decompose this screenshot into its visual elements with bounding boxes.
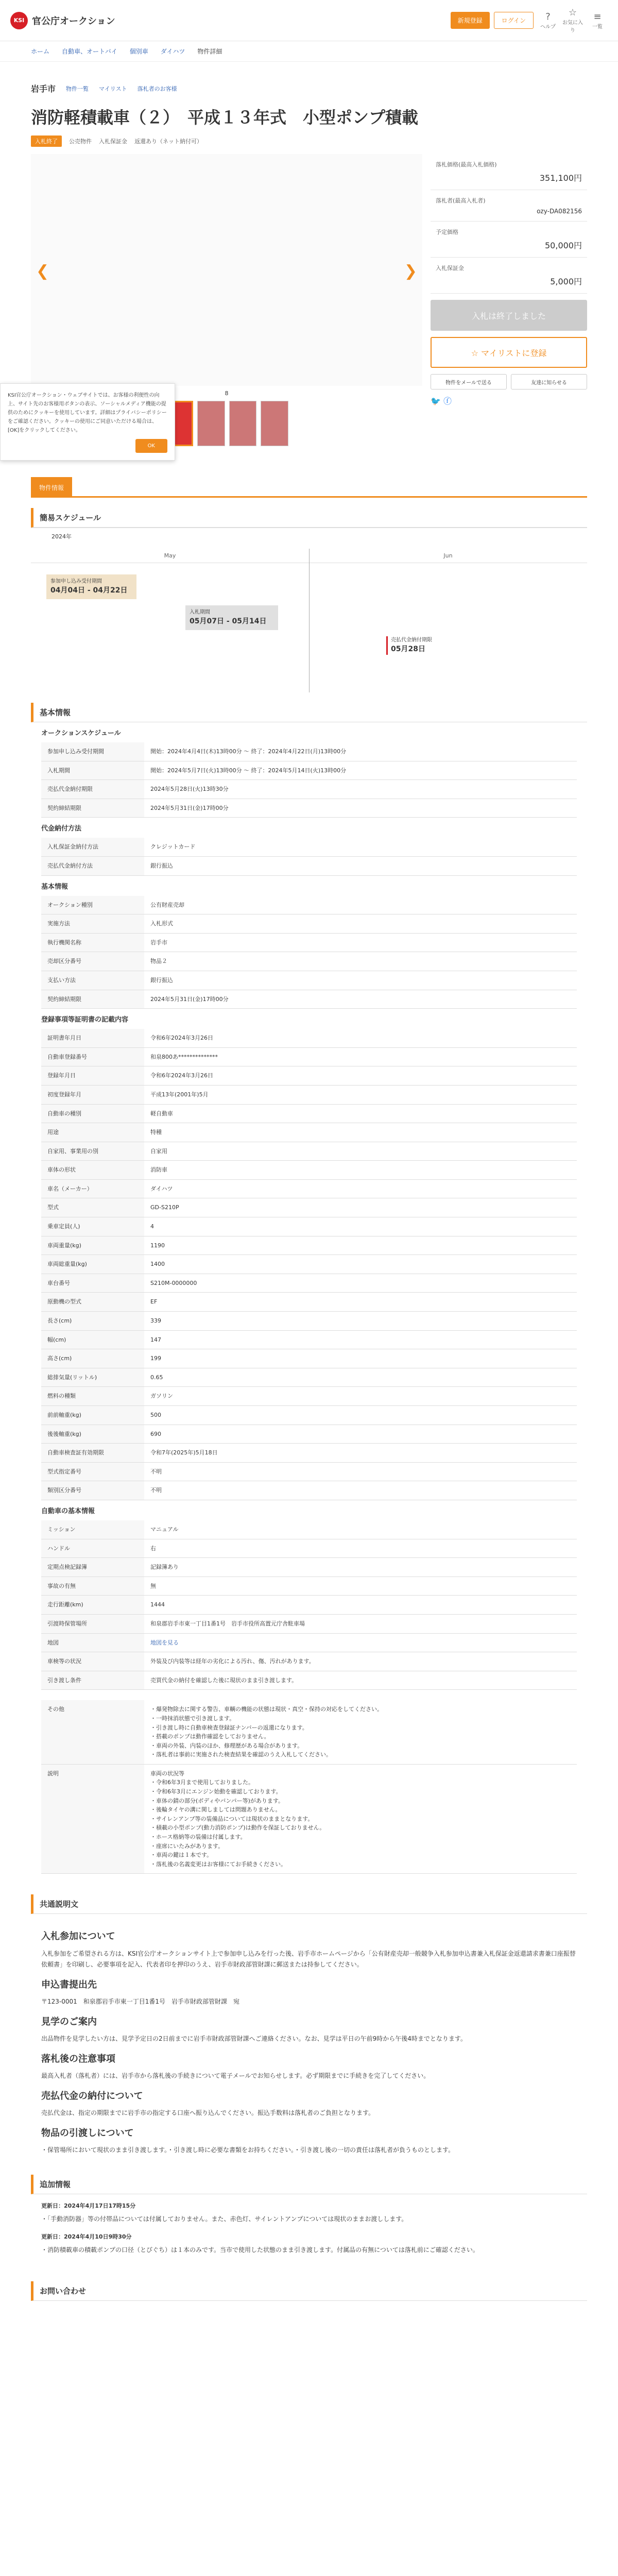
row-value: ガソリン [150, 1393, 173, 1400]
thumbnail[interactable] [261, 401, 288, 446]
table-row [41, 1048, 577, 1067]
group-title: 代金納付方法 [41, 825, 82, 833]
row-label: 車両重量(kg) [41, 1236, 144, 1255]
row-value: 和泉800あ************** [150, 1053, 218, 1060]
table-row [41, 1615, 577, 1634]
login-button[interactable]: ログイン [494, 12, 534, 29]
table-row [41, 1463, 577, 1482]
row-value: 無 [150, 1582, 156, 1589]
row-label: ミッション [41, 1520, 144, 1539]
note-line: ・令和6年3月まで使用しておりました。 [150, 1779, 254, 1786]
row-label: 引き渡し条件 [41, 1671, 144, 1690]
row-value: 不明 [150, 1468, 162, 1475]
schedule-bar-bidding: 入札期間 05月07日 - 05月14日 [185, 605, 278, 630]
row-label: 車両総重量(kg) [41, 1255, 144, 1274]
row-label: 燃料の種類 [41, 1387, 144, 1405]
row-label: 入札保証金納付方法 [41, 838, 144, 856]
note-line: ・ホース格納等の装備は付属します。 [150, 1834, 246, 1841]
row-value: 690 [150, 1430, 161, 1437]
row-label: 実施方法 [41, 914, 144, 933]
row-label: 契約締結期限 [41, 990, 144, 1009]
table-row [41, 971, 577, 990]
row-label: 自動車検査証有効期限 [41, 1444, 144, 1462]
row-label: オークション種別 [41, 896, 144, 914]
row-value: 令和6年2024年3月26日 [150, 1072, 213, 1079]
common-text: ・保管場所において現状のまま引き渡します。・引き渡し時に必要な書類をお持ちください。・引き渡し後の一切の責任は落札者が負うものとします。 [41, 2146, 455, 2154]
basic-info-title: 基本情報 [31, 703, 587, 722]
nav-subcategory[interactable]: 個別車 [129, 48, 148, 55]
star-icon: ☆ [568, 7, 577, 18]
table-row [41, 1217, 577, 1236]
status-badge: 入札終了 [31, 135, 62, 147]
row-label: 高さ(cm) [41, 1349, 144, 1368]
row-value: 500 [150, 1412, 161, 1418]
row-label: 幅(cm) [41, 1331, 144, 1349]
row-value: ダイハツ [150, 1185, 173, 1192]
table-row [41, 799, 577, 818]
table-row [41, 1312, 577, 1331]
tag-refund: 返還あり（ネット納付可） [134, 138, 202, 145]
common-text: 出品物件を見学したい方は、見学予定日の2日前までに岩手市財政部管財課へご連絡ください。なお、見学は平日の午前9時から午後4時までとなります。 [41, 2035, 467, 2043]
note-line: ・落札者は事前に実施された検査結果を確認のうえ入札してください。 [150, 1751, 332, 1758]
table-row [41, 1066, 577, 1086]
row-label: 初度登録年月 [41, 1086, 144, 1104]
schedule-bar-application: 参加申し込み受付期間 04月04日 - 04月22日 [46, 574, 136, 599]
org-name[interactable]: 岩手市 [31, 84, 56, 94]
table-row [41, 1029, 577, 1048]
row-label: 支払い方法 [41, 971, 144, 990]
table-row [41, 1161, 577, 1180]
common-heading: 売払代金の納付について [41, 2090, 143, 2102]
row-label: 原動機の型式 [41, 1293, 144, 1311]
row-value: 物品２ [150, 958, 167, 965]
common-heading: 入札参加について [41, 1931, 115, 1942]
table-row [41, 990, 577, 1009]
row-value: 特種 [150, 1129, 162, 1136]
group-title: 登録事項等証明書の記載内容 [41, 1016, 129, 1024]
note-line: ・爆発物除去に関する警告、車輌の機能の状態は現状・真空・保持の対応をしてください。 [150, 1706, 383, 1713]
row-value: 2024年5月31日(金)17時00分 [150, 804, 229, 811]
row-label: 前前軸重(kg) [41, 1406, 144, 1425]
table-row [41, 780, 577, 799]
row-value: 147 [150, 1336, 161, 1343]
table-row [41, 1274, 577, 1293]
row-value: 開始：2024年5月7日(火)13時00分 ～ 終了：2024年5月14日(火)13時00分 [150, 767, 347, 774]
next-image-icon[interactable]: ❯ [404, 262, 417, 280]
planned-price-row: 予定価格 50,000円 [431, 222, 587, 258]
row-label: 車名（メーカー） [41, 1180, 144, 1198]
row-label: 事故の有無 [41, 1577, 144, 1596]
row-value: 令和6年2024年3月26日 [150, 1035, 213, 1042]
bid-closed-button[interactable]: 入札は終了しました [431, 300, 587, 331]
table-row [41, 857, 577, 876]
table-row [41, 1142, 577, 1161]
nav-maker[interactable]: ダイハツ [160, 48, 185, 55]
table-row [41, 1539, 577, 1558]
note-line: ・後輪タイヤの溝に関しましては問題ありません。 [150, 1806, 281, 1814]
common-text: 入札参加をご希望される方は、KSI官公庁オークションサイト上で参加申し込みを行った後、岩手市ホームページから「公有財産売却一般競争入札参加申込書兼入札保証金返還請求書兼口座振替依頼書」を印刷し、必要事項を記入、代表者印を押印のうえ、岩手市財政部管財課に郵送または持参してください。 [41, 1950, 576, 1969]
contact-section [31, 2281, 587, 2301]
note-line: ・車両の外装、内装のほか、修理歴がある場合があります。 [150, 1742, 303, 1749]
facebook-icon[interactable]: ⓕ [443, 396, 452, 406]
row-value: 1190 [150, 1242, 165, 1249]
row-value: 自家用 [150, 1147, 167, 1155]
table-row [41, 1293, 577, 1312]
gallery-page-number: 8 [225, 390, 229, 397]
winner-row: 落札者(最高入札者) ozy-DA082156 [431, 190, 587, 222]
table-row [41, 1349, 577, 1368]
row-value: 外装及び内装等は経年の劣化による汚れ、傷、汚れがあります。 [150, 1658, 315, 1665]
note-line: ・車体の錆の部分(ボディやバンパー等)があります。 [150, 1797, 284, 1804]
group-title: 基本情報 [41, 883, 68, 891]
update-date: 更新日：2024年4月10日9時30分 [41, 2233, 132, 2241]
row-value: 和泉郡岩手市東一丁目1番1号 岩手市役所高置元庁舎駐車場 [150, 1620, 305, 1627]
table-row [41, 1086, 577, 1105]
breadcrumb-nav [0, 41, 618, 62]
table-row [41, 1425, 577, 1444]
nav-home[interactable]: ホーム [31, 48, 50, 55]
additional-title: 追加情報 [31, 2175, 587, 2194]
cookie-banner: KSI官公庁オークション・ウェブサイトでは、お客様の利便性の向上、サイト先のお客様用ボタンの表示、ソーシャルメディア機能の提供のためにクッキーを使用しています。詳細はプライバシーポリシーをご確認ください。クッキーの使用にご同意いただける場合は、[OK]をクリックしてください。 OK [0, 383, 175, 461]
row-value: EF [150, 1298, 158, 1306]
signup-button[interactable]: 新規登録 [451, 12, 490, 29]
table-row [41, 952, 577, 971]
common-heading: 見学のご案内 [41, 2016, 97, 2027]
contact-title: お問い合わせ [31, 2281, 587, 2301]
question-icon: ? [545, 11, 551, 22]
link-mylist[interactable]: マイリスト [99, 85, 127, 92]
row-value: 開始：2024年4月4日(木)13時00分 ～ 終了：2024年4月22日(月)13時00分 [150, 748, 347, 755]
table-row [41, 1105, 577, 1124]
note-line: 車両の状況等 [150, 1770, 184, 1777]
row-value: 2024年5月28日(火)13時30分 [150, 786, 229, 793]
deposit-row: 入札保証金 5,000円 [431, 258, 587, 294]
common-text: 売払代金は、指定の期限までに岩手市の指定する口座へ振り込んでください。振込手数料は落札者のご負担となります。 [41, 2109, 375, 2117]
logo-icon: KSI [10, 12, 28, 29]
table-row [41, 838, 577, 857]
row-value: 0.65 [150, 1374, 163, 1381]
row-value: 1400 [150, 1261, 165, 1268]
cookie-ok-button[interactable]: OK [135, 439, 167, 453]
row-label: 長さ(cm) [41, 1312, 144, 1330]
row-value: 339 [150, 1317, 161, 1325]
row-label: ハンドル [41, 1539, 144, 1558]
row-label: 自動車登録番号 [41, 1048, 144, 1066]
row-label: 引渡時保管場所 [41, 1615, 144, 1633]
table-row [41, 1558, 577, 1577]
add-mylist-button[interactable]: ☆ マイリストに登録 [431, 337, 587, 368]
tab-item-info[interactable]: 物件情報 [31, 477, 72, 498]
table-row [41, 1444, 577, 1463]
note-line: ・落札後の名義変更はお客様にてお手続きください。 [150, 1860, 286, 1868]
row-label: 地図 [41, 1634, 144, 1652]
group-title: オークションスケジュール [41, 730, 121, 737]
row-value: GD-S210P [150, 1204, 179, 1211]
tag-public-sale: 公売物件 [69, 138, 92, 145]
main-image [31, 154, 422, 386]
table-row [41, 1198, 577, 1217]
note-line: ・車両の鍵は１本です。 [150, 1852, 213, 1859]
tag-deposit: 入札保証金 [99, 138, 127, 145]
table-row [41, 896, 577, 915]
row-value: 消防車 [150, 1166, 167, 1174]
row-value: 平成13年(2001年)5月 [150, 1091, 209, 1098]
row-value: 記録簿あり [150, 1564, 179, 1571]
schedule-pin-payment: 売払代金納付期限 05月28日 [386, 636, 432, 655]
group-title: 自動車の基本情報 [41, 1507, 95, 1515]
row-label: 型式指定番号 [41, 1463, 144, 1481]
note-line: ・積載の小型ポンプ(動力消防ポンプ)は動作を保証しておりません。 [150, 1824, 325, 1832]
common-text: 最高入札者（落札者）には、岩手市から落札後の手続きについて電子メールでお知らせします。必ず期限までに手続きを完了してください。 [41, 2072, 430, 2080]
table-row [41, 914, 577, 934]
row-label: 参加申し込み受付期間 [41, 742, 144, 761]
row-value: マニュアル [150, 1526, 179, 1533]
org-bar [0, 62, 618, 99]
table-row [41, 1481, 577, 1500]
row-label: 定期点検記録簿 [41, 1558, 144, 1577]
table-row [41, 1634, 577, 1653]
other-notes [144, 1700, 577, 1764]
price-panel [431, 154, 587, 446]
tab-bar [31, 477, 587, 498]
row-label: 契約締結期限 [41, 799, 144, 818]
favorites-link[interactable]: ☆ お気に入り [562, 7, 583, 33]
row-label: 自家用、事業用の別 [41, 1142, 144, 1161]
social-icons [431, 389, 587, 412]
row-value: 令和7年(2025年)5月18日 [150, 1449, 218, 1456]
table-row: 説明 車両の状況等 ・令和6年3月まで使用しておりました。 ・令和6年3月にエンジン始動を確認しております。 ・車体の錆の部分(ボディやバンパー等)があります。 ・後輪タイヤの溝に関しましては問題ありません。 ・サイレンアンプ等の装備品については現状のままとなります。 ・積載の小型ポンプ(動力消防ポンプ)は動作を保証しておりません。 ・ホース格納等の装備は付属します。 ・座席にいたみがあります。 ・車両の鍵は１本です。 ・落札後の名義変更はお客様にてお手続きください。 [41, 1765, 577, 1874]
tag-row [0, 133, 618, 154]
common-section [31, 1894, 587, 2164]
note-line: ・座席にいたみがあります。 [150, 1842, 224, 1850]
row-label: 登録年月日 [41, 1066, 144, 1085]
row-value: 2024年5月31日(金)17時00分 [150, 995, 229, 1003]
row-value: 岩手市 [150, 939, 167, 946]
table-row [41, 1180, 577, 1199]
common-heading: 申込書提出先 [41, 1979, 97, 1990]
row-label: 売却区分番号 [41, 952, 144, 971]
common-heading: 物品の引渡しについて [41, 2127, 134, 2139]
update-text: ・消防積載車の積載ポンプの口径（とびぐち）は１本のみです。当市で使用した状態のまま引き渡します。付属品の有無については落札前にご確認ください。 [41, 2246, 479, 2254]
link-item-list[interactable]: 物件一覧 [66, 85, 89, 92]
common-content [31, 1914, 587, 2164]
row-value: 右 [150, 1545, 156, 1552]
additional-content [31, 2194, 587, 2271]
row-label: 車検等の状況 [41, 1652, 144, 1671]
twitter-icon[interactable]: 🐦 [431, 396, 441, 406]
common-text: 〒123-0001 和泉郡岩手市東一丁目1番1号 岩手市財政部管財課 宛 [41, 1998, 240, 2006]
link-winner[interactable]: 落札者のお客様 [137, 85, 177, 92]
table-row [41, 761, 577, 781]
nav-category[interactable]: 自動車、オートバイ [62, 48, 117, 55]
row-value: クレジットカード [150, 843, 196, 851]
schedule-section [31, 508, 587, 692]
table-row [41, 1331, 577, 1350]
row-value[interactable]: 地図を見る [150, 1639, 179, 1646]
table-row [41, 1255, 577, 1274]
row-value: S210M-0000000 [150, 1279, 197, 1286]
row-label: 乗車定員(人) [41, 1217, 144, 1236]
schedule-title: 簡易スケジュール [31, 508, 587, 528]
update-date: 更新日：2024年4月17日17時15分 [41, 2202, 136, 2209]
tell-friend-button[interactable]: 友達に知らせる [511, 374, 587, 389]
row-value: 銀行振込 [150, 976, 173, 984]
page-title: 消防軽積載車（２） 平成１３年式 小型ポンプ積載 [31, 108, 419, 127]
email-share-button[interactable]: 物件をメールで送る [431, 374, 507, 389]
thumbnail[interactable] [229, 401, 257, 446]
table-row [41, 1236, 577, 1256]
table-row [41, 742, 577, 761]
note-line: ・令和6年3月にエンジン始動を確認しております。 [150, 1788, 282, 1795]
note-line: ・サイレンアンプ等の装備品については現状のままとなります。 [150, 1815, 314, 1822]
table-row [41, 1387, 577, 1406]
table-row [41, 1671, 577, 1690]
row-label: 自動車の種別 [41, 1105, 144, 1123]
table-row [41, 1368, 577, 1387]
row-value: 不明 [150, 1487, 162, 1494]
explain-notes [144, 1765, 577, 1874]
thumbnail[interactable] [197, 401, 225, 446]
row-label: 後後軸重(kg) [41, 1425, 144, 1444]
common-title: 共通説明文 [31, 1894, 587, 1914]
row-value: 軽自動車 [150, 1110, 173, 1117]
row-value: 1444 [150, 1601, 165, 1608]
row-label: 売払代金納付方法 [41, 857, 144, 875]
row-label: 車体の形状 [41, 1161, 144, 1179]
row-label: 証明書年月日 [41, 1029, 144, 1047]
table-row [41, 1596, 577, 1615]
row-label: 執行機関名称 [41, 934, 144, 952]
note-line: ・一時抹消状態で引き渡します。 [150, 1715, 235, 1722]
help-link[interactable]: ? ヘルプ [538, 11, 558, 30]
table-row: その他 ・爆発物除去に関する警告、車輌の機能の状態は現状・真空・保持の対応をしてください。 ・一時抹消状態で引き渡します。 ・引き渡し時に自動車検査登録証ナンバーの返還になります。 ・搭載のポンプは動作確認をしておりません。 ・車両の外装、内装のほか、修理歴がある場合があります。 ・落札者は事前に実施された検査結果を確認のうえ入札してください。 [41, 1700, 577, 1765]
row-label: 類別区分番号 [41, 1481, 144, 1500]
menu-icon: ≡ [593, 11, 602, 22]
table-row [41, 1577, 577, 1596]
row-value: 公有財産売却 [150, 901, 184, 908]
basic-info-section [31, 703, 587, 1884]
row-label: 用途 [41, 1123, 144, 1142]
row-value: 銀行振込 [150, 862, 173, 869]
row-label: 入札期間 [41, 761, 144, 780]
row-value: 4 [150, 1223, 154, 1230]
row-label: 型式 [41, 1198, 144, 1217]
row-value: 199 [150, 1355, 161, 1362]
row-label: 車台番号 [41, 1274, 144, 1293]
nav-current: 物件詳細 [197, 48, 222, 55]
additional-section [31, 2175, 587, 2271]
row-label: 走行距離(km) [41, 1596, 144, 1614]
row-label: 総排気量(リットル) [41, 1368, 144, 1387]
header [0, 0, 618, 41]
table-row [41, 1652, 577, 1671]
row-value: 売買代金の納付を確認した後に現状のまま引き渡します。 [150, 1676, 298, 1684]
basic-info-table [31, 722, 587, 1700]
note-line: ・搭載のポンプは動作確認をしておりません。 [150, 1733, 270, 1740]
table-row [41, 934, 577, 953]
table-row [41, 1123, 577, 1142]
row-value: 入札形式 [150, 920, 173, 927]
month-divider [309, 549, 310, 692]
table-row [41, 1520, 577, 1539]
site-logo[interactable]: KSI 官公庁オークション [10, 12, 115, 29]
prev-image-icon[interactable]: ❮ [36, 262, 49, 280]
menu-link[interactable]: ≡ 一覧 [587, 11, 608, 30]
table-row [41, 1406, 577, 1425]
common-heading: 落札後の注意事項 [41, 2053, 115, 2064]
winning-price-row: 落札価格(最高入札価格) 351,100円 [431, 154, 587, 190]
note-line: ・引き渡し時に自動車検査登録証ナンバーの返還になります。 [150, 1724, 308, 1731]
update-text: ・「手動消防器」等の付帯品については付属しておりません。また、赤色灯、サイレントアンプについては現状のままお渡しします。 [41, 2215, 408, 2223]
row-label: 売払代金納付期限 [41, 780, 144, 799]
schedule-gantt: 2024年 May Jun 参加申し込み受付期間 04月04日 - 04月22日 入札期間 05月07日 - 05月14日 売払代金納付期限 05月28日 [31, 528, 587, 692]
